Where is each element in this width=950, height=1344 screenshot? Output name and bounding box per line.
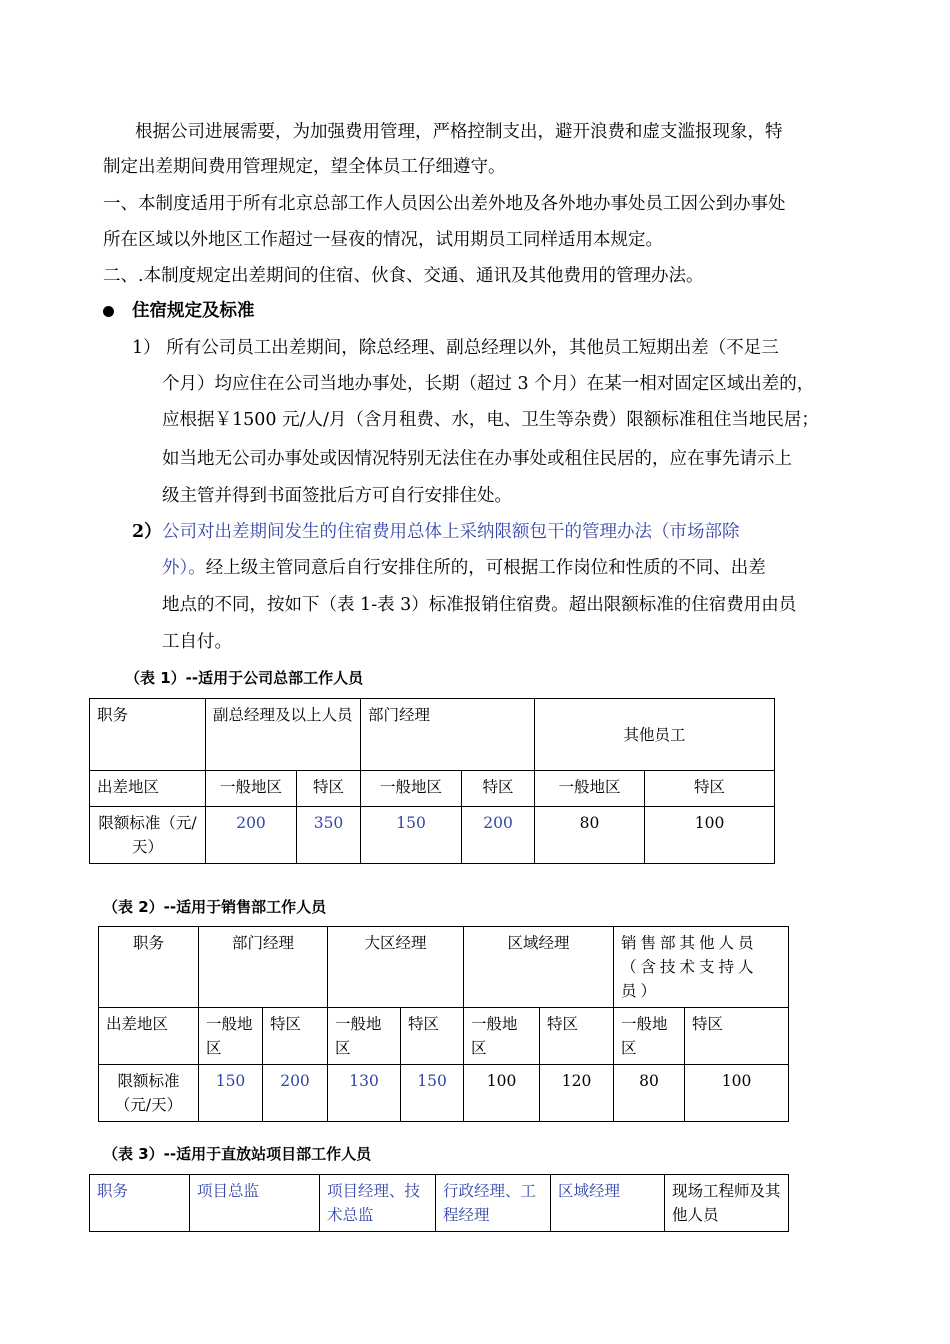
- table-cell: 特区: [685, 1008, 789, 1065]
- table-cell: 一般地区: [328, 1008, 401, 1065]
- table-cell: 100: [645, 807, 775, 864]
- table-cell: 限额标准（元/天）: [90, 807, 206, 864]
- table-1: [89, 698, 775, 864]
- table-header-cell: 职务: [99, 927, 199, 1008]
- table-row: [99, 1065, 789, 1122]
- table-header-cell: 行政经理、工程经理: [436, 1175, 551, 1232]
- item-2-line-1: 公司对出差期间发生的住宿费用总体上采纳限额包干的管理办法（市场部除: [162, 522, 740, 542]
- table-3: [89, 1174, 789, 1232]
- table-cell: 特区: [297, 771, 361, 807]
- table-header-cell: 副总经理及以上人员: [206, 699, 361, 771]
- table-cell: 350: [297, 807, 361, 864]
- table-cell: 一般地区: [464, 1008, 540, 1065]
- item-1-line-2: 个月）均应住在公司当地办事处，长期（超过 3 个月）在某一相对固定区域出差的，: [162, 374, 815, 394]
- table-header-cell: 项目经理、技术总监: [320, 1175, 436, 1232]
- table-cell: 80: [535, 807, 645, 864]
- item-2-line-2-rest: 经上级主管同意后自行安排住所的，可根据工作岗位和性质的不同、出差: [205, 558, 766, 578]
- item-2-line-4: 工自付。: [162, 632, 232, 652]
- table-cell: 一般地区: [535, 771, 645, 807]
- table-header-cell: 部门经理: [199, 927, 328, 1008]
- table-cell: 130: [328, 1065, 401, 1122]
- table-row: [99, 927, 789, 1008]
- table-cell: 特区: [401, 1008, 464, 1065]
- table-cell: 一般地区: [361, 771, 462, 807]
- section-heading: 住宿规定及标准: [132, 301, 255, 321]
- item-2-line-2: [162, 556, 766, 580]
- table-cell: 一般地区: [206, 771, 297, 807]
- table-cell: 特区: [263, 1008, 328, 1065]
- bullet-icon: [103, 306, 114, 317]
- table-cell: 特区: [645, 771, 775, 807]
- table-cell: 出差地区: [99, 1008, 199, 1065]
- table-header-cell: 部门经理: [361, 699, 535, 771]
- table-row: [99, 1008, 789, 1065]
- table-header-cell: 其他员工: [535, 699, 775, 771]
- table-cell: 120: [540, 1065, 614, 1122]
- table-cell: 一般地区: [614, 1008, 685, 1065]
- table-cell: 限额标准（元/天）: [99, 1065, 199, 1122]
- item-2-line-2-highlight: 外）。: [162, 558, 206, 578]
- table-cell: 特区: [540, 1008, 614, 1065]
- intro-line-2: 制定出差期间费用管理规定，望全体员工仔细遵守。: [103, 157, 506, 177]
- table-row: [90, 807, 775, 864]
- table-2-caption: （表 2）--适用于销售部工作人员: [103, 898, 327, 916]
- intro-line-1: 根据公司进展需要，为加强费用管理，严格控制支出，避开浪费和虚支滥报现象，特: [135, 122, 783, 142]
- item-1-line-4: 如当地无公司办事处或因情况特别无法住在办事处或租住民居的，应在事先请示上: [162, 449, 792, 469]
- table-3-caption: （表 3）--适用于直放站项目部工作人员: [103, 1145, 372, 1163]
- clause-1-line-2: 所在区域以外地区工作超过一昼夜的情况，试用期员工同样适用本规定。: [103, 230, 663, 250]
- table-cell: 150: [199, 1065, 263, 1122]
- table-header-cell: 现场工程师及其他人员: [665, 1175, 789, 1232]
- table-cell: 150: [361, 807, 462, 864]
- item-2-number: 2）: [132, 522, 162, 542]
- table-cell: 100: [464, 1065, 540, 1122]
- table-cell: 150: [401, 1065, 464, 1122]
- table-header-cell: 职务: [90, 1175, 190, 1232]
- table-header-cell: 职务: [90, 699, 206, 771]
- item-1-line-3: 应根据￥1500 元/人/月（含月租费、水，电、卫生等杂费）限额标准租住当地民居；: [162, 410, 819, 430]
- table-cell: 一般地区: [199, 1008, 263, 1065]
- table-cell: 特区: [462, 771, 535, 807]
- table-header-cell: 区域经理: [551, 1175, 665, 1232]
- item-1-line-5: 级主管并得到书面签批后方可自行安排住处。: [162, 486, 512, 506]
- clause-2-line-1: 二、.本制度规定出差期间的住宿、伙食、交通、通讯及其他费用的管理办法。: [103, 266, 704, 286]
- table-header-cell: 区域经理: [464, 927, 614, 1008]
- table-2: [98, 926, 789, 1122]
- table-header-cell: 销售部其他人员（含技术支持人员）: [614, 927, 789, 1008]
- item-1-line-1: 1） 所有公司员工出差期间，除总经理、副总经理以外，其他员工短期出差（不足三: [132, 338, 779, 358]
- table-row: [90, 1175, 789, 1232]
- table-header-cell: 项目总监: [190, 1175, 320, 1232]
- table-cell: 200: [263, 1065, 328, 1122]
- table-cell: 出差地区: [90, 771, 206, 807]
- clause-1-line-1: 一、本制度适用于所有北京总部工作人员因公出差外地及各外地办事处员工因公到办事处: [103, 194, 786, 214]
- table-row: [90, 771, 775, 807]
- table-row: [90, 699, 775, 771]
- table-cell: 80: [614, 1065, 685, 1122]
- item-2-line-3: 地点的不同，按如下（表 1-表 3）标准报销住宿费。超出限额标准的住宿费用由员: [162, 595, 797, 615]
- table-cell: 100: [685, 1065, 789, 1122]
- table-cell: 200: [462, 807, 535, 864]
- table-cell: 200: [206, 807, 297, 864]
- table-header-cell: 大区经理: [328, 927, 464, 1008]
- table-1-caption: （表 1）--适用于公司总部工作人员: [125, 669, 364, 687]
